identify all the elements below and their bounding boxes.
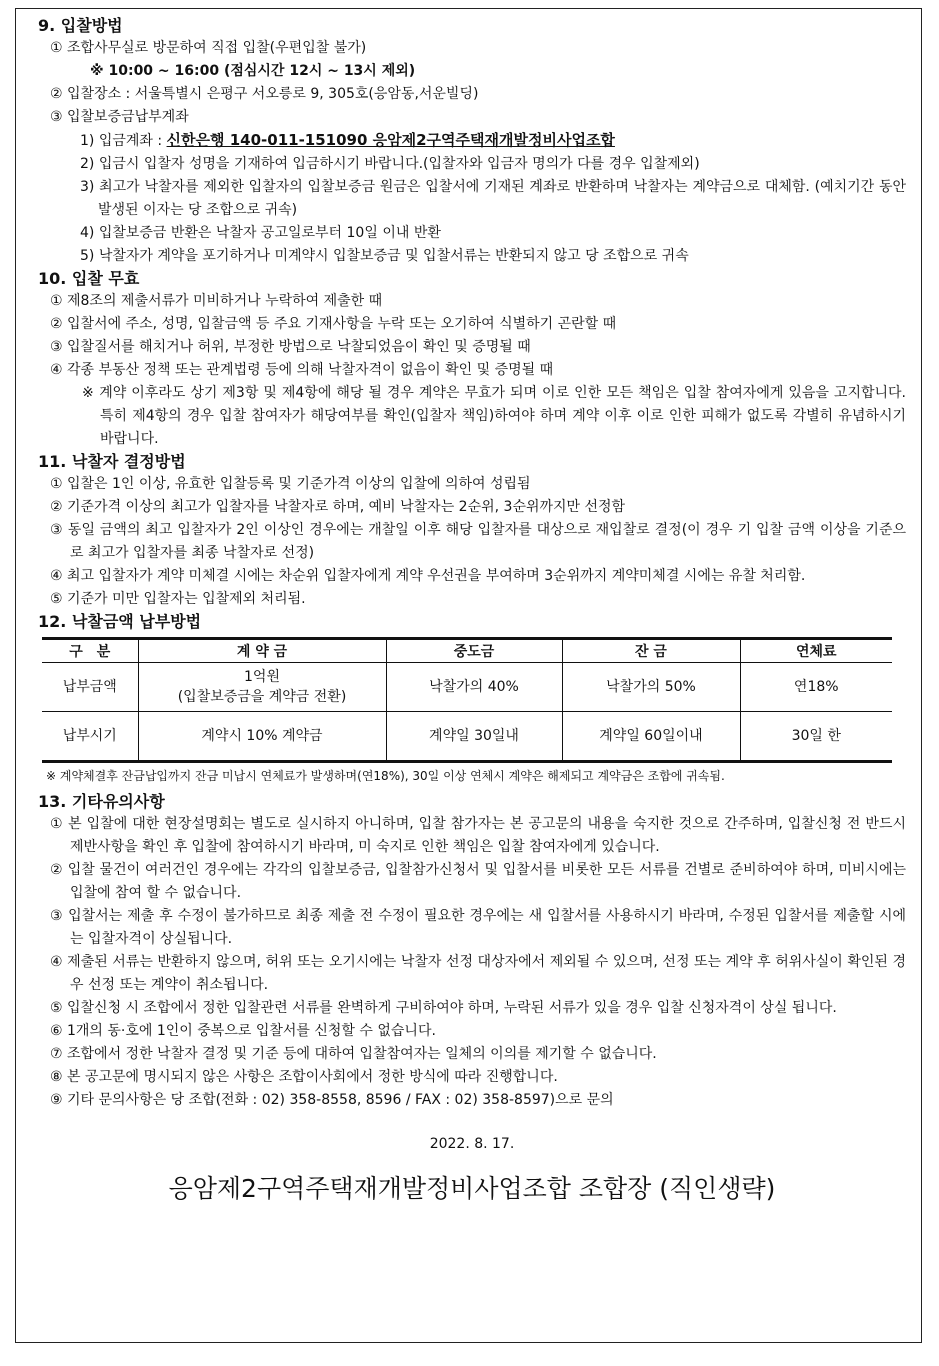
s10-item-1: ① 제8조의 제출서류가 미비하거나 누락하여 제출한 때 — [50, 293, 383, 309]
cell-balance-timing: 계약일 60일이내 — [562, 712, 740, 762]
cell-deposit-amount — [138, 663, 386, 712]
cell-late-fee-timing: 30일 한 — [740, 712, 892, 762]
document-page — [15, 8, 922, 1343]
s9-sub-1 — [38, 129, 906, 153]
s13-item-7: ⑦ 조합에서 정한 낙찰자 결정 및 기준 등에 대하여 입찰참여자는 일체의 이의를 제기할 수 없습니다. — [50, 1046, 657, 1062]
s10-item-4: ④ 각종 부동산 정책 또는 관계법령 등에 의해 낙찰자격이 없음이 확인 및 증명될 때 — [50, 362, 554, 378]
signature-line: 응암제2구역주택재개발정비사업조합 조합장 (직인생략) — [168, 1174, 776, 1203]
s11-item-2: ② 기준가격 이상의 최고가 입찰자를 낙찰자로 하며, 예비 낙찰자는 2순위, 3순위까지만 선정함 — [50, 499, 626, 515]
s10-note: ※ 계약 이후라도 상기 제3항 및 제4항에 해당 될 경우 계약은 무효가 되며 이로 인한 모든 책임은 입찰 참여자에게 있음을 고지합니다. 특히 제4항의 경우 입찰 참여자가 해당여부를 확인(입찰자 책임)하여야 하며 계약 이후 이로 인한 피해가 없도록 각별히 유념하시기 바랍니다. — [82, 385, 906, 447]
s10-item-2: ② 입찰서에 주소, 성명, 입찰금액 등 주요 기재사항을 누락 또는 오기하여 식별하기 곤란할 때 — [50, 316, 617, 332]
s13-item-3: ③ 입찰서는 제출 후 수정이 불가하므로 최종 제출 전 수정이 필요한 경우에는 새 입찰서를 사용하시기 바라며, 수정된 입찰서를 제출할 시에는 입찰자격이 상실됩니다. — [50, 908, 906, 947]
s13-item-5: ⑤ 입찰신청 시 조합에서 정한 입찰관련 서류를 완벽하게 구비하여야 하며, 누락된 서류가 있을 경우 입찰 신청자격이 상실 됩니다. — [50, 1000, 837, 1016]
s9-item-1-note: ※ 10:00 ~ 16:00 (점심시간 12시 ~ 13시 제외) — [90, 63, 416, 79]
section-10-title: 10. 입찰 무효 — [38, 269, 140, 288]
s13-item-1: ① 본 입찰에 대한 현장설명회는 별도로 실시하지 아니하며, 입찰 참가자는 본 공고문의 내용을 숙지한 것으로 간주하며, 입찰신청 전 반드시 제반사항을 확인 후 입찰에 참여하시기 바라며, 미 숙지로 인한 책임은 입찰 참여자에게 있습니다. — [50, 816, 906, 855]
header-balance: 잔 금 — [562, 639, 740, 663]
s11-item-1: ① 입찰은 1인 이상, 유효한 입찰등록 및 기준가격 이상의 입찰에 의하여 성립됨 — [50, 476, 531, 492]
s11-item-5: ⑤ 기준가 미만 입찰자는 입찰제외 처리됨. — [50, 591, 306, 607]
section-13-title: 13. 기타유의사항 — [38, 792, 165, 811]
header-category: 구 분 — [42, 639, 138, 663]
s9-sub-1-account: 신한은행 140-011-151090 응암제2구역주택재개발정비사업조합 — [166, 131, 615, 149]
s9-sub-1-label: 1) 입금계좌 : — [80, 133, 167, 149]
header-late-fee: 연체료 — [740, 639, 892, 663]
s13-item-4: ④ 제출된 서류는 반환하지 않으며, 허위 또는 오기시에는 낙찰자 선정 대상자에서 제외될 수 있으며, 선정 또는 계약 후 허위사실이 확인된 경우 선정 또는 계약이 취소됩니다. — [50, 954, 906, 993]
cell-interim-timing: 계약일 30일내 — [386, 712, 562, 762]
header-deposit: 계 약 금 — [138, 639, 386, 663]
document-body — [38, 15, 906, 1206]
table-row — [42, 712, 892, 762]
payment-table — [42, 637, 892, 763]
s10-item-3: ③ 입찰질서를 해치거나 허위, 부정한 방법으로 낙찰되었음이 확인 및 증명될 때 — [50, 339, 531, 355]
cell-deposit-amount-line2: (입찰보증금을 계약금 전환) — [177, 689, 347, 705]
s9-item-1: ① 조합사무실로 방문하여 직접 입찰(우편입찰 불가) — [50, 40, 367, 56]
s9-sub-2: 2) 입금시 입찰자 성명을 기재하여 입금하시기 바랍니다.(입찰자와 입금자 명의가 다를 경우 입찰제외) — [80, 156, 700, 172]
s13-item-6: ⑥ 1개의 동·호에 1인이 중복으로 입찰서를 신청할 수 없습니다. — [50, 1023, 436, 1039]
s9-sub-5: 5) 낙찰자가 계약을 포기하거나 미계약시 입찰보증금 및 입찰서류는 반환되지 않고 당 조합으로 귀속 — [80, 248, 689, 264]
s9-item-2: ② 입찰장소 : 서울특별시 은평구 서오릉로 9, 305호(응암동,서운빌딩) — [50, 86, 479, 102]
payment-table-header — [42, 639, 892, 663]
section-12-title: 12. 낙찰금액 납부방법 — [38, 612, 202, 631]
header-interim: 중도금 — [386, 639, 562, 663]
section-11-title: 11. 낙찰자 결정방법 — [38, 452, 186, 471]
cell-late-fee-rate: 연18% — [740, 663, 892, 712]
s9-item-3: ③ 입찰보증금납부계좌 — [50, 109, 189, 125]
row-label-amount: 납부금액 — [42, 663, 138, 712]
s11-item-3: ③ 동일 금액의 최고 입찰자가 2인 이상인 경우에는 개찰일 이후 해당 입찰자를 대상으로 재입찰로 결정(이 경우 기 입찰 금액 이상을 기준으로 최고가 입찰자를 최종 낙찰자로 선정) — [50, 522, 906, 561]
table-row — [42, 663, 892, 712]
s13-item-2: ② 입찰 물건이 여러건인 경우에는 각각의 입찰보증금, 입찰참가신청서 및 입찰서를 비롯한 모든 서류를 건별로 준비하여야 하며, 미비시에는 입찰에 참여 할 수 없습니다. — [50, 862, 906, 901]
s11-item-4: ④ 최고 입찰자가 계약 미체결 시에는 차순위 입찰자에게 계약 우선권을 부여하며 3순위까지 계약미체결 시에는 유찰 처리함. — [50, 568, 806, 584]
cell-interim-amount: 낙찰가의 40% — [386, 663, 562, 712]
s13-item-9: ⑨ 기타 문의사항은 당 조합(전화 : 02) 358-8558, 8596 / FAX : 02) 358-8597)으로 문의 — [50, 1092, 614, 1108]
cell-deposit-amount-line1: 1억원 — [244, 669, 280, 685]
section-9-title: 9. 입찰방법 — [38, 16, 123, 35]
document-date: 2022. 8. 17. — [429, 1136, 515, 1152]
s12-note: ※ 계약체결후 잔금납입까지 잔금 미납시 연체료가 발생하며(연18%), 30일 이상 연체시 계약은 해제되고 계약금은 조합에 귀속됨. — [46, 769, 725, 783]
cell-balance-amount: 낙찰가의 50% — [562, 663, 740, 712]
cell-deposit-timing: 계약시 10% 계약금 — [138, 712, 386, 762]
s9-sub-3: 3) 최고가 낙찰자를 제외한 입찰자의 입찰보증금 원금은 입찰서에 기재된 계좌로 반환하며 낙찰자는 계약금으로 대체함. (예치기간 동안 발생된 이자는 당 조합으로 귀속) — [80, 179, 906, 218]
s9-sub-4: 4) 입찰보증금 반환은 낙찰자 공고일로부터 10일 이내 반환 — [80, 225, 441, 241]
row-label-timing: 납부시기 — [42, 712, 138, 762]
s13-item-8: ⑧ 본 공고문에 명시되지 않은 사항은 조합이사회에서 정한 방식에 따라 진행합니다. — [50, 1069, 558, 1085]
